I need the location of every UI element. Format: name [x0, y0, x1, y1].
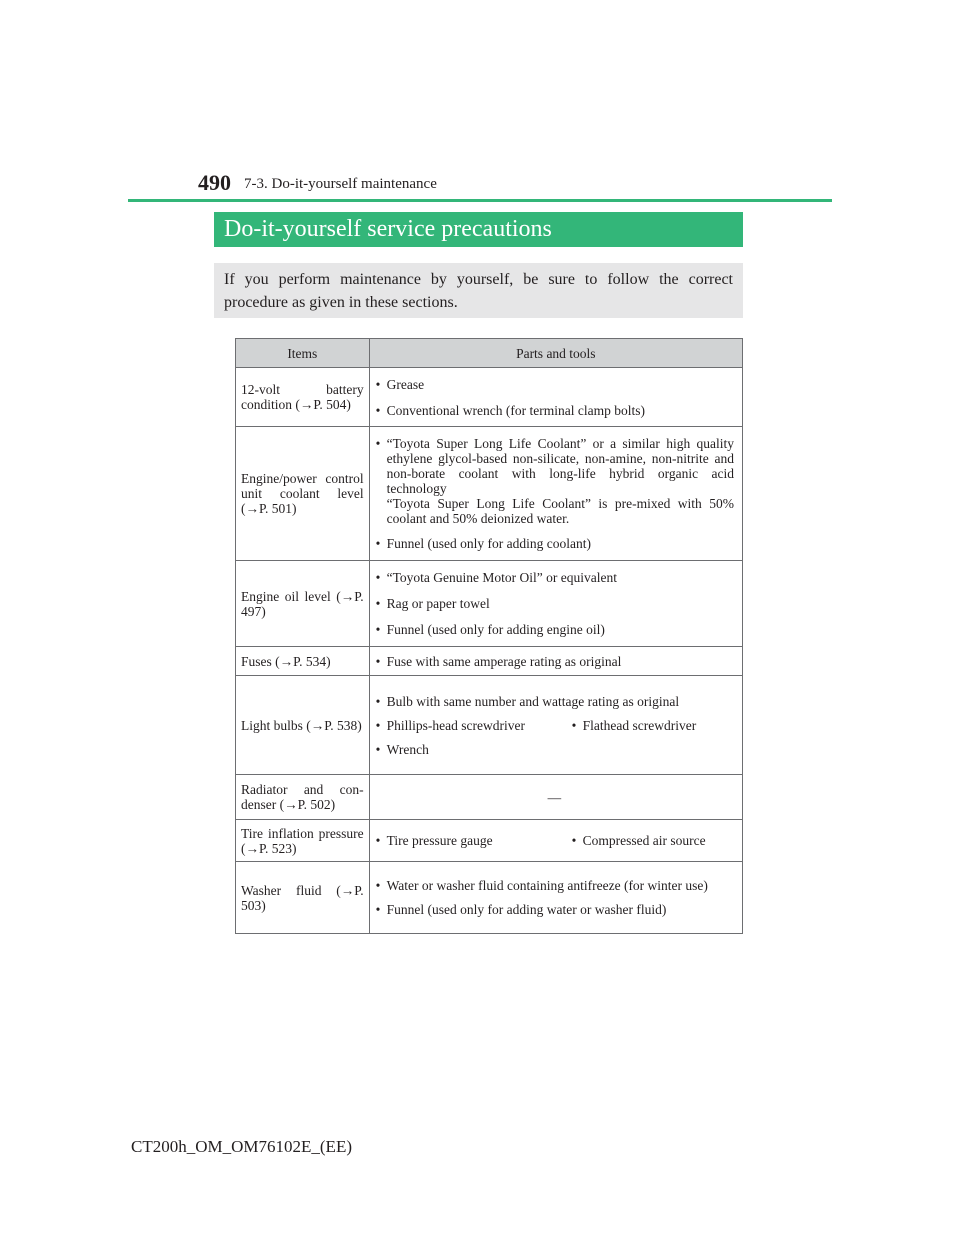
column-header-parts: Parts and tools [369, 339, 742, 368]
item-cell: Fuses (→P. 534) [236, 647, 370, 676]
table-row [236, 561, 743, 647]
two-column-list [375, 833, 734, 848]
list-item: • “Toyota Genuine Motor Oil” or equivalent [375, 570, 618, 585]
table-row [236, 862, 743, 934]
table-row [236, 647, 743, 676]
parts-cell: — [369, 775, 742, 820]
column-header-items: Items [236, 339, 370, 368]
page-number: 490 [198, 170, 231, 195]
parts-cell [369, 427, 742, 561]
list-item: • Funnel (used only for adding water or washer fluid) [375, 902, 667, 917]
list-item: • Phillips-head screwdriver [375, 717, 525, 733]
footer-code: CT200h_OM_OM76102E_(EE) [131, 1137, 352, 1156]
list-item: • Funnel (used only for adding coolant) [375, 536, 591, 551]
header-rule [128, 199, 832, 202]
two-column-list [375, 718, 734, 733]
parts-cell [369, 368, 742, 427]
section-heading: 7-3. Do-it-yourself maintenance [244, 176, 437, 192]
item-cell: Radiator and condenser (→P. 502) [236, 775, 370, 820]
list-item: • Grease [375, 376, 425, 392]
list-item: • Tire pressure gauge [375, 833, 493, 848]
list-item: • Conventional wrench (for terminal clamp bolts) [375, 402, 645, 418]
item-cell: Tire inflation pressure (→P. 523) [236, 820, 370, 862]
parts-cell [369, 862, 742, 934]
list-item: • Funnel (used only for adding engine oil) [375, 622, 605, 637]
item-cell: Light bulbs (→P. 538) [236, 676, 370, 775]
parts-cell [369, 647, 742, 676]
item-cell: Engine/power control unit coolant level (→P. 501) [236, 427, 370, 561]
list-item: • “Toyota Super Long Life Coolant” or a similar high quality ethylene glycol-based non-silicate, non-amine, non-nitrite and non-borate coolant with long-life hybrid organic acid technology “Toyota Super Long Life Coolant” is pre-mixed with 50% coolant and 50% deionized water. [375, 436, 734, 526]
table-row [236, 775, 743, 820]
parts-cell [369, 561, 742, 647]
list-item: • Bulb with same number and wattage rating as original [375, 693, 680, 709]
list-item: • Rag or paper towel [375, 596, 490, 611]
item-cell: Washer fluid (→P. 503) [236, 862, 370, 934]
list-item: • Water or washer fluid containing antifreeze (for winter use) [375, 878, 708, 893]
maintenance-table [235, 338, 743, 934]
item-cell: Engine oil level (→P. 497) [236, 561, 370, 647]
parts-cell [369, 820, 742, 862]
table-row [236, 427, 743, 561]
list-item: • Wrench [375, 741, 429, 757]
list-item: • Compressed air source [571, 833, 706, 848]
table-row [236, 820, 743, 862]
intro-text: If you perform maintenance by yourself, be sure to follow the correct procedure as given in these sections. [214, 263, 743, 318]
page-title: Do-it-yourself service precautions [214, 212, 743, 247]
item-cell: 12-volt battery condition (→P. 504) [236, 368, 370, 427]
table-header-row [236, 339, 743, 368]
list-item: • Fuse with same amperage rating as original [375, 653, 622, 669]
parts-cell [369, 676, 742, 775]
table-row [236, 676, 743, 775]
list-item: • Flathead screwdriver [571, 717, 697, 733]
table-row [236, 368, 743, 427]
